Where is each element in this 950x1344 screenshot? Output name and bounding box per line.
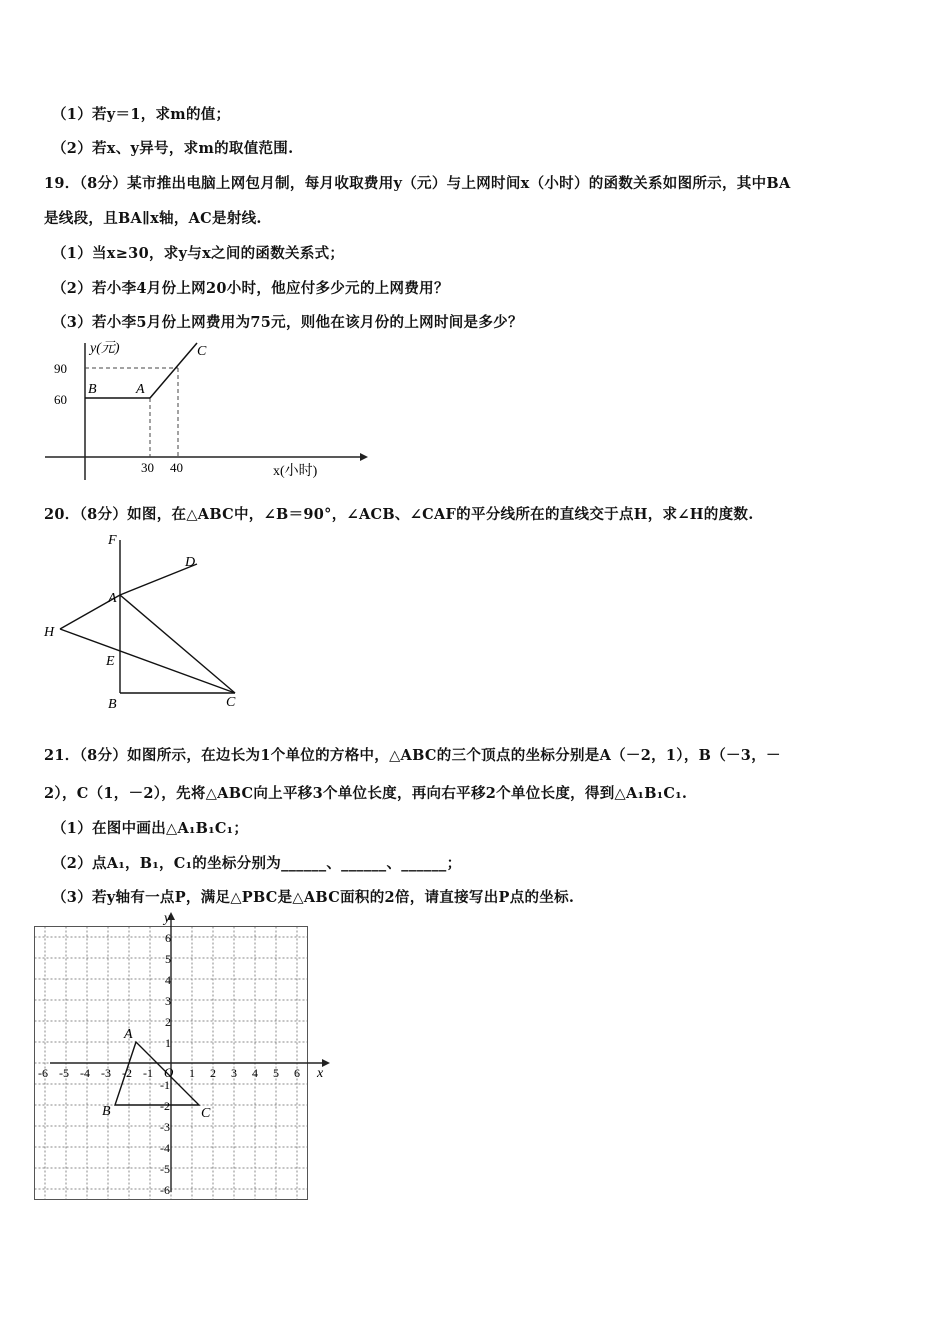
point-a-label: A [108,591,117,606]
y-axis-label: y(元) [90,341,120,356]
x-tick-label: 4 [252,1066,258,1080]
point-b-label: B [88,382,97,397]
x-tick-label: 6 [294,1066,300,1080]
x-axis-label: x(小时) [273,464,318,479]
y-tick-label: 2 [165,1015,171,1029]
x-tick-label: -4 [80,1066,90,1080]
q21-part3: （3）若y轴有一点P，满足△PBC是△ABC面积的2倍，请直接写出P点的坐标. [52,889,575,906]
point-a-label: A [136,382,145,397]
q21-part1: （1）在图中画出△A₁B₁C₁； [52,820,249,837]
point-f-label: F [108,533,117,548]
q21-part2: （2）点A₁，B₁，C₁的坐标分别为______、______、______； [52,855,462,872]
x-tick-label: 1 [189,1066,195,1080]
y-tick-label: -4 [160,1141,170,1155]
q19-part1: （1）当x≥30，求y与x之间的函数关系式； [52,245,345,262]
y-tick-label: 3 [165,994,171,1008]
y-tick-label: -1 [160,1078,170,1092]
x-tick-label: -1 [143,1066,153,1080]
point-e-label: E [106,654,115,669]
q18-part1: （1）若y＝1，求m的值； [52,106,231,123]
point-b-label: B [108,697,117,712]
y-tick-label: 5 [165,952,171,966]
y-tick-label: 6 [165,931,171,945]
ray-ac [150,343,197,398]
y-tick-label: -6 [160,1183,170,1197]
y-tick-60: 60 [54,392,67,407]
y-tick-label: 4 [165,973,171,987]
x-tick-label: 3 [231,1066,237,1080]
q21-stem-cont: 2），C（1，－2），先将△ABC向上平移3个单位长度，再向右平移2个单位长度，得到△A₁B₁C₁. [44,785,688,802]
x-tick-label: -2 [122,1066,132,1080]
q19-part3: （3）若小李5月份上网费用为75元，则他在该月份的上网时间是多少？ [52,314,523,331]
q21-stem: 21．（8分）如图所示，在边长为1个单位的方格中，△ABC的三个顶点的坐标分别是A（－2，1），B（－3，－ [44,747,781,764]
figure-20-triangle [40,528,250,713]
x-tick-label: -5 [59,1066,69,1080]
q20-stem: 20．（8分）如图，在△ABC中，∠B＝90°，∠ACB、∠CAF的平分线所在的直线交于点H，求∠H的度数. [44,506,754,523]
point-c-label: C [197,344,207,359]
q19-stem-cont: 是线段，且BA∥x轴，AC是射线. [44,210,262,227]
point-b-label: B [102,1104,111,1119]
x-tick-label: -3 [101,1066,111,1080]
line-hc [60,629,235,693]
figure-19-graph [40,335,370,485]
y-tick-label: -3 [160,1120,170,1134]
y-axis-label: y [164,911,171,926]
y-tick-labels [160,931,171,1197]
y-tick-label: 1 [165,1036,171,1050]
q18-part2: （2）若x、y异号，求m的取值范围. [52,140,294,157]
y-tick-label: -2 [160,1099,170,1113]
q19-part2: （2）若小李4月份上网20小时，他应付多少元的上网费用？ [52,280,449,297]
x-tick-label: -6 [38,1066,48,1080]
x-axis-arrow [360,453,368,461]
y-tick-90: 90 [54,361,67,376]
x-axis-label: x [317,1066,324,1081]
point-h-label: H [44,625,55,640]
origin-label: O [164,1065,174,1080]
line-ac [120,595,235,693]
y-tick-label: -5 [160,1162,170,1176]
point-d-label: D [185,555,196,570]
figure-21-grid [40,910,340,1200]
point-c-label: C [201,1106,211,1121]
x-tick-label: 2 [210,1066,216,1080]
x-tick-30: 30 [141,460,154,475]
point-a-label: A [124,1027,133,1042]
x-tick-label: 5 [273,1066,279,1080]
x-tick-40: 40 [170,460,183,475]
q19-stem: 19．（8分）某市推出电脑上网包月制，每月收取费用y（元）与上网时间x（小时）的函数关系如图所示，其中BA [44,175,791,192]
point-c-label: C [226,695,236,710]
